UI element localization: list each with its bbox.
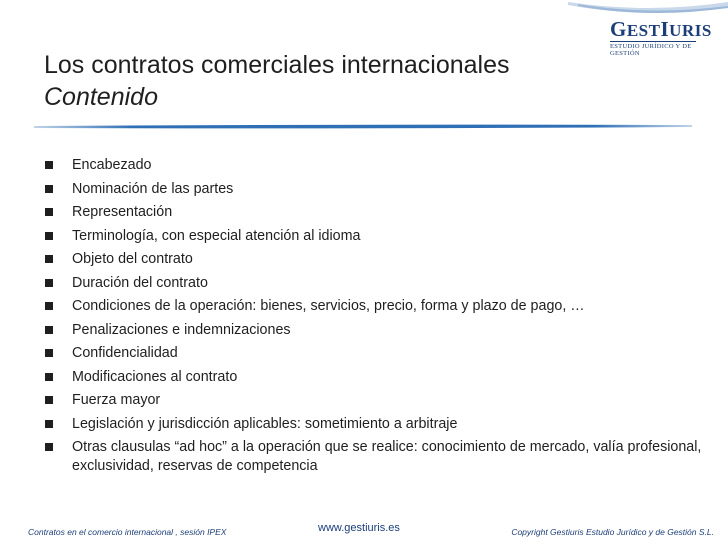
list-item: Otras clausulas “ad hoc” a la operación que se realice: conocimiento de mercado, valía profesional, exclusividad, reservas de competencia — [44, 438, 704, 476]
list-item: Fuerza mayor — [44, 391, 704, 410]
square-bullet-icon — [45, 420, 53, 428]
square-bullet-icon — [45, 232, 53, 240]
logo-wordmark: GESTIURIS — [610, 17, 712, 41]
footer-copyright: Copyright Gestiuris Estudio Jurídico y de Gestión S.L. — [511, 527, 714, 537]
list-item: Terminología, con especial atención al idioma — [44, 227, 704, 246]
square-bullet-icon — [45, 302, 53, 310]
footer-website-link[interactable]: www.gestiuris.es — [318, 522, 400, 534]
slide-title: Los contratos comerciales internacionales — [44, 51, 510, 79]
square-bullet-icon — [45, 396, 53, 404]
list-item: Modificaciones al contrato — [44, 368, 704, 387]
content-list — [44, 156, 704, 481]
square-bullet-icon — [45, 161, 53, 169]
company-logo — [610, 17, 712, 57]
list-item: Legislación y jurisdicción aplicables: sometimiento a arbitraje — [44, 415, 704, 434]
logo-swoosh — [568, 0, 728, 22]
logo-subtitle: ESTUDIO JURÍDICO Y DE GESTIÓN — [610, 41, 696, 57]
list-item: Confidencialidad — [44, 344, 704, 363]
list-item: Representación — [44, 203, 704, 222]
title-underline — [34, 122, 692, 130]
list-item: Penalizaciones e indemnizaciones — [44, 321, 704, 340]
list-item: Nominación de las partes — [44, 180, 704, 199]
square-bullet-icon — [45, 255, 53, 263]
square-bullet-icon — [45, 326, 53, 334]
footer-session-label: Contratos en el comercio internacional , sesión IPEX — [28, 527, 227, 537]
square-bullet-icon — [45, 279, 53, 287]
list-item: Duración del contrato — [44, 274, 704, 293]
slide-subtitle: Contenido — [44, 83, 158, 111]
square-bullet-icon — [45, 208, 53, 216]
list-item: Objeto del contrato — [44, 250, 704, 269]
square-bullet-icon — [45, 349, 53, 357]
list-item: Condiciones de la operación: bienes, servicios, precio, forma y plazo de pago, … — [44, 297, 704, 316]
square-bullet-icon — [45, 185, 53, 193]
square-bullet-icon — [45, 373, 53, 381]
square-bullet-icon — [45, 443, 53, 451]
list-item: Encabezado — [44, 156, 704, 175]
